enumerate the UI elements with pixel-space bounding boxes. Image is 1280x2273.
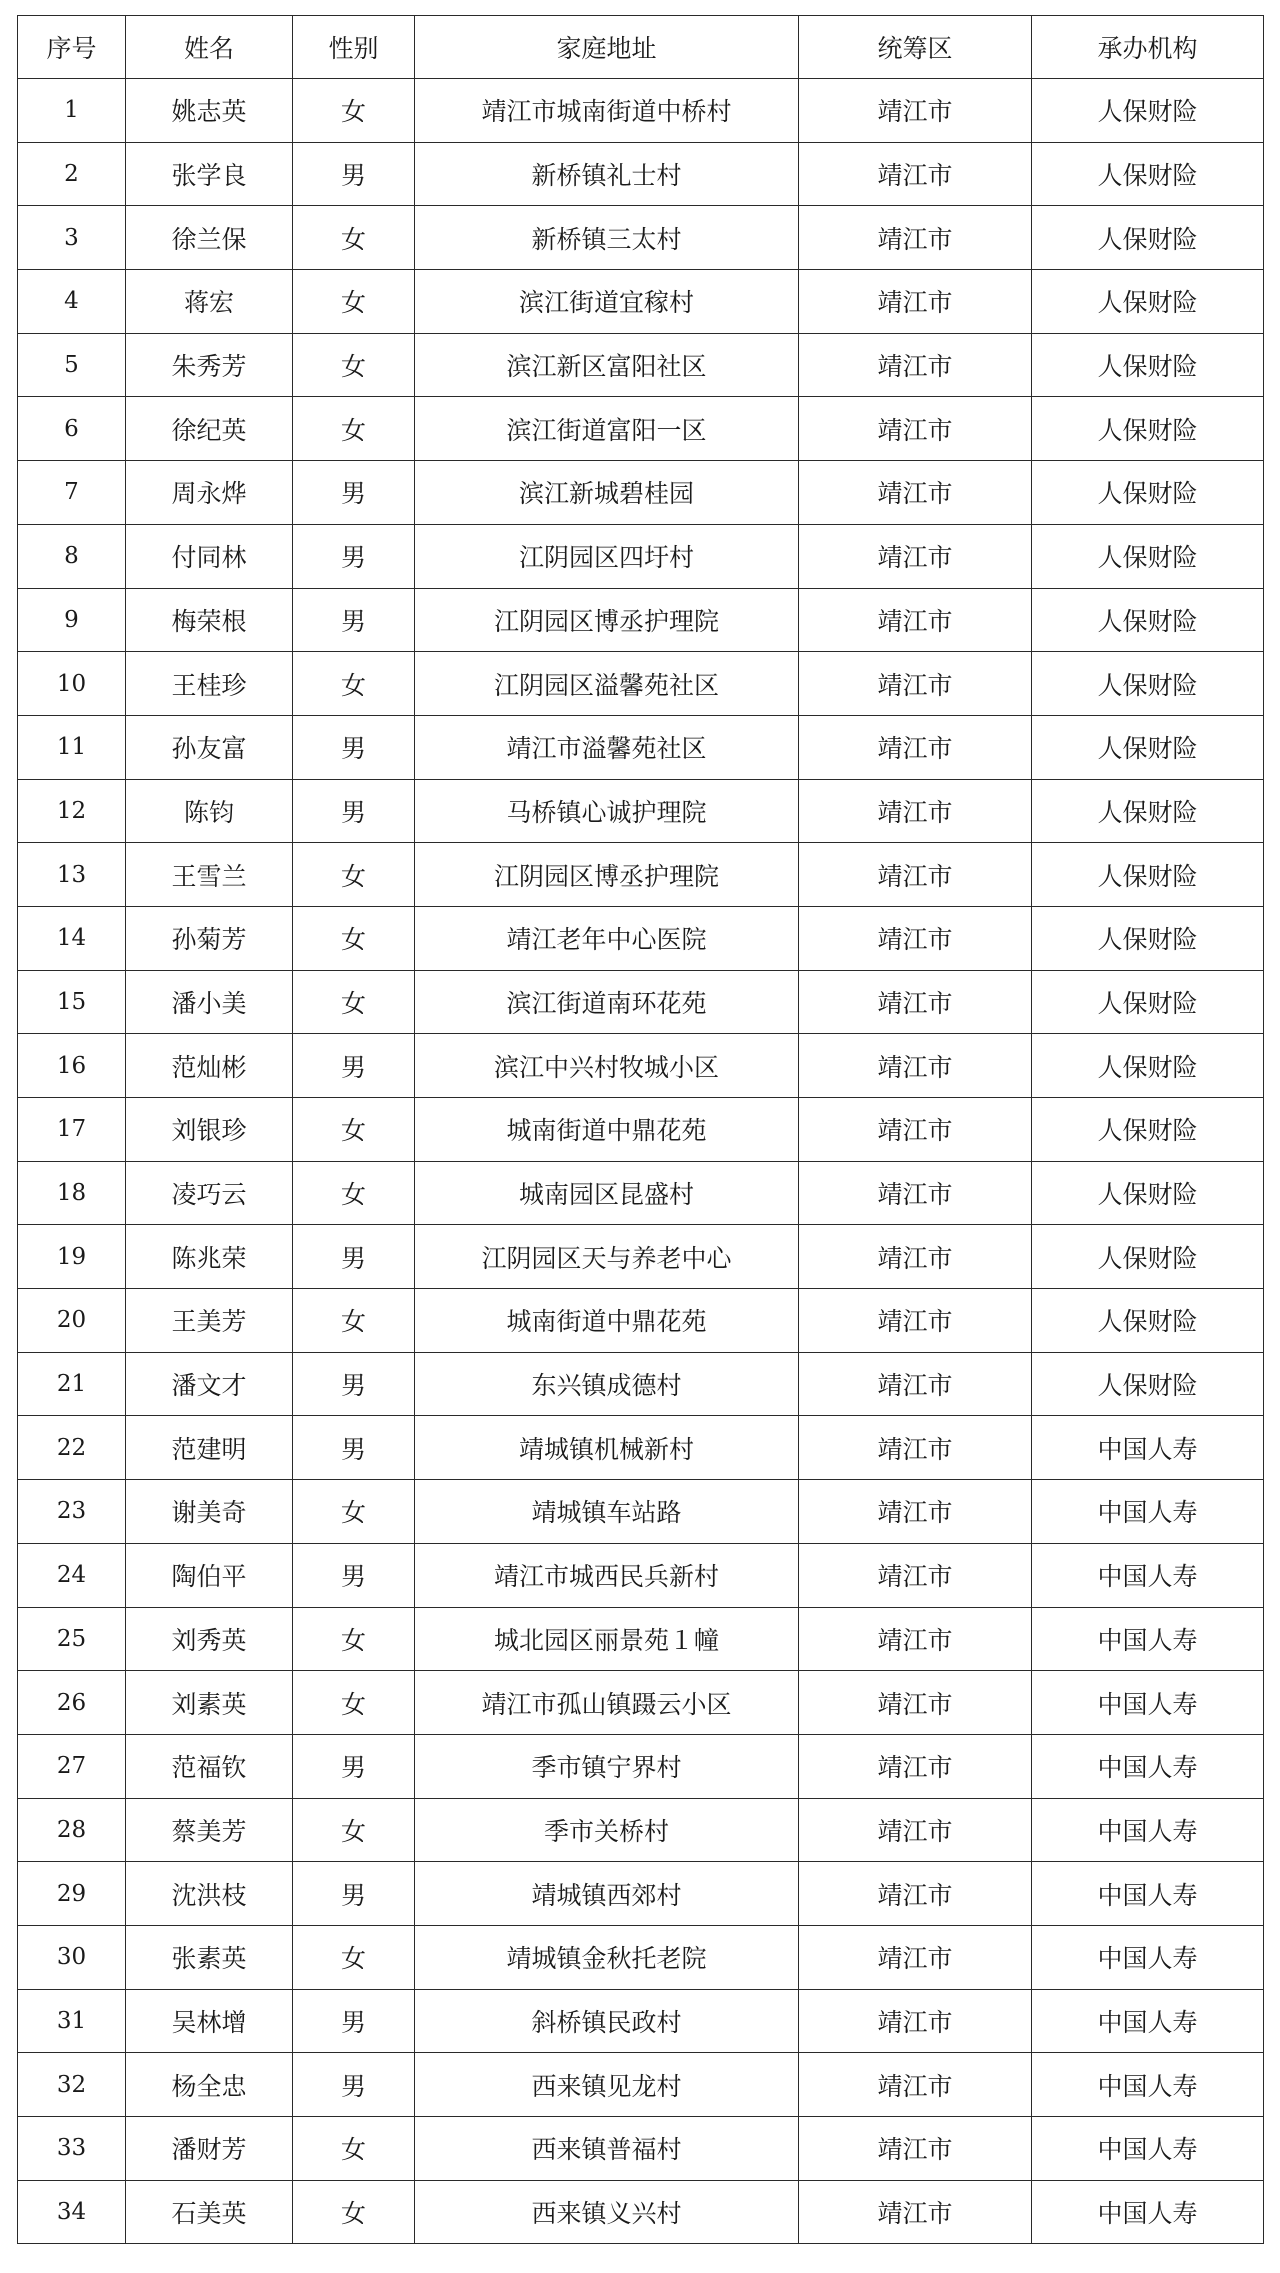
- cell-coordination-district: 靖江市: [799, 1098, 1032, 1162]
- table-row: [18, 270, 1264, 334]
- cell-name: 潘财芳: [126, 2117, 293, 2181]
- cell-coordination-district: 靖江市: [799, 2117, 1032, 2181]
- cell-serial-number: 10: [18, 652, 126, 716]
- cell-gender: 男: [293, 1416, 415, 1480]
- cell-name: 潘文才: [126, 1352, 293, 1416]
- cell-serial-number: 22: [18, 1416, 126, 1480]
- cell-handling-institution: 人保财险: [1032, 1161, 1264, 1225]
- cell-coordination-district: 靖江市: [799, 1225, 1032, 1289]
- cell-name: 付同林: [126, 524, 293, 588]
- cell-gender: 女: [293, 1098, 415, 1162]
- cell-name: 刘银珍: [126, 1098, 293, 1162]
- cell-coordination-district: 靖江市: [799, 1862, 1032, 1926]
- cell-home-address: 靖江市城西民兵新村: [415, 1543, 799, 1607]
- cell-home-address: 靖城镇金秋托老院: [415, 1925, 799, 1989]
- cell-home-address: 城南街道中鼎花苑: [415, 1098, 799, 1162]
- cell-coordination-district: 靖江市: [799, 1798, 1032, 1862]
- cell-gender: 男: [293, 461, 415, 525]
- cell-handling-institution: 人保财险: [1032, 652, 1264, 716]
- header-row: [18, 16, 1264, 79]
- cell-serial-number: 16: [18, 1034, 126, 1098]
- cell-serial-number: 15: [18, 970, 126, 1034]
- header-handling-institution: 承办机构: [1032, 16, 1264, 79]
- cell-gender: 男: [293, 2053, 415, 2117]
- cell-home-address: 西来镇普福村: [415, 2117, 799, 2181]
- cell-gender: 男: [293, 1543, 415, 1607]
- table-row: [18, 1480, 1264, 1544]
- cell-gender: 女: [293, 79, 415, 143]
- cell-gender: 男: [293, 1034, 415, 1098]
- cell-gender: 女: [293, 1480, 415, 1544]
- cell-gender: 女: [293, 270, 415, 334]
- cell-gender: 男: [293, 779, 415, 843]
- cell-coordination-district: 靖江市: [799, 1671, 1032, 1735]
- cell-home-address: 靖江市孤山镇蹑云小区: [415, 1671, 799, 1735]
- cell-gender: 男: [293, 588, 415, 652]
- cell-gender: 男: [293, 1352, 415, 1416]
- cell-name: 陶伯平: [126, 1543, 293, 1607]
- cell-handling-institution: 人保财险: [1032, 1352, 1264, 1416]
- cell-home-address: 马桥镇心诚护理院: [415, 779, 799, 843]
- table-row: [18, 79, 1264, 143]
- cell-handling-institution: 人保财险: [1032, 333, 1264, 397]
- cell-home-address: 新桥镇三太村: [415, 206, 799, 270]
- table-row: [18, 1098, 1264, 1162]
- cell-name: 孙菊芳: [126, 906, 293, 970]
- cell-handling-institution: 人保财险: [1032, 1034, 1264, 1098]
- cell-coordination-district: 靖江市: [799, 333, 1032, 397]
- table-row: [18, 1671, 1264, 1735]
- table-row: [18, 588, 1264, 652]
- cell-home-address: 季市关桥村: [415, 1798, 799, 1862]
- cell-gender: 男: [293, 1225, 415, 1289]
- table-row: [18, 1289, 1264, 1353]
- cell-serial-number: 1: [18, 79, 126, 143]
- header-name: 姓名: [126, 16, 293, 79]
- cell-name: 孙友富: [126, 715, 293, 779]
- cell-handling-institution: 人保财险: [1032, 970, 1264, 1034]
- table-row: [18, 1925, 1264, 1989]
- cell-serial-number: 25: [18, 1607, 126, 1671]
- cell-home-address: 江阴园区博丞护理院: [415, 843, 799, 907]
- table-row: [18, 1607, 1264, 1671]
- cell-name: 范灿彬: [126, 1034, 293, 1098]
- cell-serial-number: 2: [18, 142, 126, 206]
- cell-coordination-district: 靖江市: [799, 1352, 1032, 1416]
- cell-handling-institution: 人保财险: [1032, 524, 1264, 588]
- cell-home-address: 城北园区丽景苑１幢: [415, 1607, 799, 1671]
- cell-name: 梅荣根: [126, 588, 293, 652]
- cell-coordination-district: 靖江市: [799, 79, 1032, 143]
- cell-home-address: 江阴园区天与养老中心: [415, 1225, 799, 1289]
- cell-handling-institution: 人保财险: [1032, 270, 1264, 334]
- cell-gender: 男: [293, 1989, 415, 2053]
- table-row: [18, 206, 1264, 270]
- cell-name: 王桂珍: [126, 652, 293, 716]
- cell-serial-number: 24: [18, 1543, 126, 1607]
- cell-coordination-district: 靖江市: [799, 206, 1032, 270]
- cell-name: 潘小美: [126, 970, 293, 1034]
- table-row: [18, 1352, 1264, 1416]
- table-row: [18, 843, 1264, 907]
- cell-gender: 女: [293, 652, 415, 716]
- header-serial-number: 序号: [18, 16, 126, 79]
- cell-coordination-district: 靖江市: [799, 843, 1032, 907]
- cell-name: 范福钦: [126, 1734, 293, 1798]
- cell-name: 刘素英: [126, 1671, 293, 1735]
- cell-gender: 女: [293, 1925, 415, 1989]
- cell-serial-number: 4: [18, 270, 126, 334]
- cell-home-address: 滨江街道宜稼村: [415, 270, 799, 334]
- cell-handling-institution: 人保财险: [1032, 461, 1264, 525]
- cell-home-address: 靖江老年中心医院: [415, 906, 799, 970]
- cell-gender: 女: [293, 2117, 415, 2181]
- cell-coordination-district: 靖江市: [799, 779, 1032, 843]
- cell-name: 范建明: [126, 1416, 293, 1480]
- cell-gender: 男: [293, 715, 415, 779]
- cell-gender: 男: [293, 524, 415, 588]
- cell-coordination-district: 靖江市: [799, 1034, 1032, 1098]
- table-row: [18, 142, 1264, 206]
- cell-home-address: 靖城镇机械新村: [415, 1416, 799, 1480]
- cell-home-address: 滨江街道南环花苑: [415, 970, 799, 1034]
- table-row: [18, 524, 1264, 588]
- cell-handling-institution: 人保财险: [1032, 142, 1264, 206]
- cell-name: 凌巧云: [126, 1161, 293, 1225]
- cell-serial-number: 18: [18, 1161, 126, 1225]
- roster-sheet: [17, 15, 1263, 2244]
- cell-name: 姚志英: [126, 79, 293, 143]
- table-body: [18, 79, 1264, 2244]
- cell-home-address: 江阴园区溢馨苑社区: [415, 652, 799, 716]
- cell-serial-number: 29: [18, 1862, 126, 1926]
- cell-gender: 女: [293, 1289, 415, 1353]
- cell-handling-institution: 人保财险: [1032, 779, 1264, 843]
- cell-home-address: 滨江新城碧桂园: [415, 461, 799, 525]
- cell-name: 杨全忠: [126, 2053, 293, 2117]
- cell-name: 徐纪英: [126, 397, 293, 461]
- cell-name: 石美英: [126, 2180, 293, 2244]
- cell-gender: 女: [293, 843, 415, 907]
- table-row: [18, 779, 1264, 843]
- cell-serial-number: 33: [18, 2117, 126, 2181]
- cell-serial-number: 34: [18, 2180, 126, 2244]
- cell-coordination-district: 靖江市: [799, 652, 1032, 716]
- cell-coordination-district: 靖江市: [799, 461, 1032, 525]
- cell-gender: 女: [293, 1671, 415, 1735]
- cell-handling-institution: 中国人寿: [1032, 1607, 1264, 1671]
- cell-handling-institution: 人保财险: [1032, 1225, 1264, 1289]
- cell-home-address: 斜桥镇民政村: [415, 1989, 799, 2053]
- cell-handling-institution: 中国人寿: [1032, 2117, 1264, 2181]
- cell-serial-number: 6: [18, 397, 126, 461]
- cell-serial-number: 26: [18, 1671, 126, 1735]
- cell-home-address: 靖江市溢馨苑社区: [415, 715, 799, 779]
- roster-table: [17, 15, 1264, 2244]
- cell-serial-number: 11: [18, 715, 126, 779]
- cell-serial-number: 30: [18, 1925, 126, 1989]
- cell-name: 刘秀英: [126, 1607, 293, 1671]
- cell-gender: 女: [293, 1161, 415, 1225]
- cell-serial-number: 3: [18, 206, 126, 270]
- cell-home-address: 靖城镇车站路: [415, 1480, 799, 1544]
- cell-coordination-district: 靖江市: [799, 2180, 1032, 2244]
- cell-handling-institution: 中国人寿: [1032, 1989, 1264, 2053]
- cell-name: 张学良: [126, 142, 293, 206]
- cell-home-address: 靖城镇西郊村: [415, 1862, 799, 1926]
- cell-name: 谢美奇: [126, 1480, 293, 1544]
- table-row: [18, 906, 1264, 970]
- cell-handling-institution: 中国人寿: [1032, 1862, 1264, 1926]
- cell-name: 王雪兰: [126, 843, 293, 907]
- header-home-address: 家庭地址: [415, 16, 799, 79]
- cell-handling-institution: 中国人寿: [1032, 1543, 1264, 1607]
- cell-coordination-district: 靖江市: [799, 397, 1032, 461]
- cell-gender: 男: [293, 1862, 415, 1926]
- cell-coordination-district: 靖江市: [799, 906, 1032, 970]
- cell-name: 王美芳: [126, 1289, 293, 1353]
- cell-gender: 女: [293, 970, 415, 1034]
- cell-serial-number: 19: [18, 1225, 126, 1289]
- cell-handling-institution: 人保财险: [1032, 843, 1264, 907]
- cell-name: 陈钧: [126, 779, 293, 843]
- cell-home-address: 新桥镇礼士村: [415, 142, 799, 206]
- table-row: [18, 1161, 1264, 1225]
- cell-home-address: 西来镇见龙村: [415, 2053, 799, 2117]
- cell-home-address: 城南街道中鼎花苑: [415, 1289, 799, 1353]
- cell-serial-number: 5: [18, 333, 126, 397]
- cell-handling-institution: 人保财险: [1032, 588, 1264, 652]
- table-row: [18, 652, 1264, 716]
- cell-serial-number: 28: [18, 1798, 126, 1862]
- cell-coordination-district: 靖江市: [799, 1289, 1032, 1353]
- cell-handling-institution: 中国人寿: [1032, 1480, 1264, 1544]
- cell-coordination-district: 靖江市: [799, 1734, 1032, 1798]
- table-row: [18, 1734, 1264, 1798]
- table-row: [18, 970, 1264, 1034]
- table-header: [18, 16, 1264, 79]
- cell-coordination-district: 靖江市: [799, 2053, 1032, 2117]
- cell-name: 吴林增: [126, 1989, 293, 2053]
- cell-home-address: 江阴园区四圩村: [415, 524, 799, 588]
- cell-name: 陈兆荣: [126, 1225, 293, 1289]
- cell-home-address: 滨江新区富阳社区: [415, 333, 799, 397]
- header-gender: 性别: [293, 16, 415, 79]
- cell-coordination-district: 靖江市: [799, 524, 1032, 588]
- cell-handling-institution: 中国人寿: [1032, 1671, 1264, 1735]
- cell-gender: 男: [293, 142, 415, 206]
- cell-coordination-district: 靖江市: [799, 1989, 1032, 2053]
- cell-serial-number: 20: [18, 1289, 126, 1353]
- cell-coordination-district: 靖江市: [799, 1161, 1032, 1225]
- cell-coordination-district: 靖江市: [799, 970, 1032, 1034]
- cell-handling-institution: 人保财险: [1032, 906, 1264, 970]
- cell-home-address: 江阴园区博丞护理院: [415, 588, 799, 652]
- table-row: [18, 2053, 1264, 2117]
- cell-home-address: 季市镇宁界村: [415, 1734, 799, 1798]
- cell-serial-number: 21: [18, 1352, 126, 1416]
- cell-coordination-district: 靖江市: [799, 270, 1032, 334]
- table-row: [18, 1543, 1264, 1607]
- cell-home-address: 东兴镇成德村: [415, 1352, 799, 1416]
- table-row: [18, 1225, 1264, 1289]
- cell-serial-number: 17: [18, 1098, 126, 1162]
- cell-gender: 男: [293, 1734, 415, 1798]
- table-row: [18, 715, 1264, 779]
- cell-home-address: 西来镇义兴村: [415, 2180, 799, 2244]
- table-row: [18, 461, 1264, 525]
- cell-name: 沈洪枝: [126, 1862, 293, 1926]
- cell-handling-institution: 中国人寿: [1032, 1798, 1264, 1862]
- cell-gender: 女: [293, 2180, 415, 2244]
- cell-serial-number: 13: [18, 843, 126, 907]
- cell-name: 朱秀芳: [126, 333, 293, 397]
- table-row: [18, 1798, 1264, 1862]
- cell-gender: 女: [293, 397, 415, 461]
- cell-coordination-district: 靖江市: [799, 1925, 1032, 1989]
- cell-serial-number: 31: [18, 1989, 126, 2053]
- cell-handling-institution: 人保财险: [1032, 1289, 1264, 1353]
- cell-name: 张素英: [126, 1925, 293, 1989]
- header-coordination-district: 统筹区: [799, 16, 1032, 79]
- cell-gender: 女: [293, 906, 415, 970]
- cell-handling-institution: 人保财险: [1032, 206, 1264, 270]
- cell-serial-number: 32: [18, 2053, 126, 2117]
- table-row: [18, 1034, 1264, 1098]
- cell-handling-institution: 人保财险: [1032, 79, 1264, 143]
- cell-coordination-district: 靖江市: [799, 1607, 1032, 1671]
- cell-serial-number: 23: [18, 1480, 126, 1544]
- cell-coordination-district: 靖江市: [799, 1416, 1032, 1480]
- cell-coordination-district: 靖江市: [799, 588, 1032, 652]
- table-row: [18, 397, 1264, 461]
- cell-name: 蒋宏: [126, 270, 293, 334]
- cell-name: 蔡美芳: [126, 1798, 293, 1862]
- cell-handling-institution: 中国人寿: [1032, 2180, 1264, 2244]
- cell-name: 徐兰保: [126, 206, 293, 270]
- cell-home-address: 滨江中兴村牧城小区: [415, 1034, 799, 1098]
- cell-coordination-district: 靖江市: [799, 715, 1032, 779]
- table-row: [18, 2117, 1264, 2181]
- cell-handling-institution: 中国人寿: [1032, 1925, 1264, 1989]
- cell-handling-institution: 人保财险: [1032, 715, 1264, 779]
- table-row: [18, 1416, 1264, 1480]
- cell-serial-number: 8: [18, 524, 126, 588]
- cell-serial-number: 14: [18, 906, 126, 970]
- cell-gender: 女: [293, 1607, 415, 1671]
- cell-gender: 女: [293, 1798, 415, 1862]
- table-row: [18, 333, 1264, 397]
- cell-handling-institution: 人保财险: [1032, 397, 1264, 461]
- cell-name: 周永烨: [126, 461, 293, 525]
- cell-serial-number: 9: [18, 588, 126, 652]
- table-row: [18, 2180, 1264, 2244]
- cell-gender: 女: [293, 206, 415, 270]
- cell-home-address: 滨江街道富阳一区: [415, 397, 799, 461]
- cell-handling-institution: 中国人寿: [1032, 1734, 1264, 1798]
- cell-home-address: 城南园区昆盛村: [415, 1161, 799, 1225]
- cell-handling-institution: 中国人寿: [1032, 1416, 1264, 1480]
- cell-coordination-district: 靖江市: [799, 1480, 1032, 1544]
- table-row: [18, 1989, 1264, 2053]
- cell-coordination-district: 靖江市: [799, 142, 1032, 206]
- cell-serial-number: 7: [18, 461, 126, 525]
- cell-coordination-district: 靖江市: [799, 1543, 1032, 1607]
- table-row: [18, 1862, 1264, 1926]
- cell-serial-number: 27: [18, 1734, 126, 1798]
- cell-handling-institution: 中国人寿: [1032, 2053, 1264, 2117]
- cell-gender: 女: [293, 333, 415, 397]
- cell-serial-number: 12: [18, 779, 126, 843]
- cell-handling-institution: 人保财险: [1032, 1098, 1264, 1162]
- cell-home-address: 靖江市城南街道中桥村: [415, 79, 799, 143]
